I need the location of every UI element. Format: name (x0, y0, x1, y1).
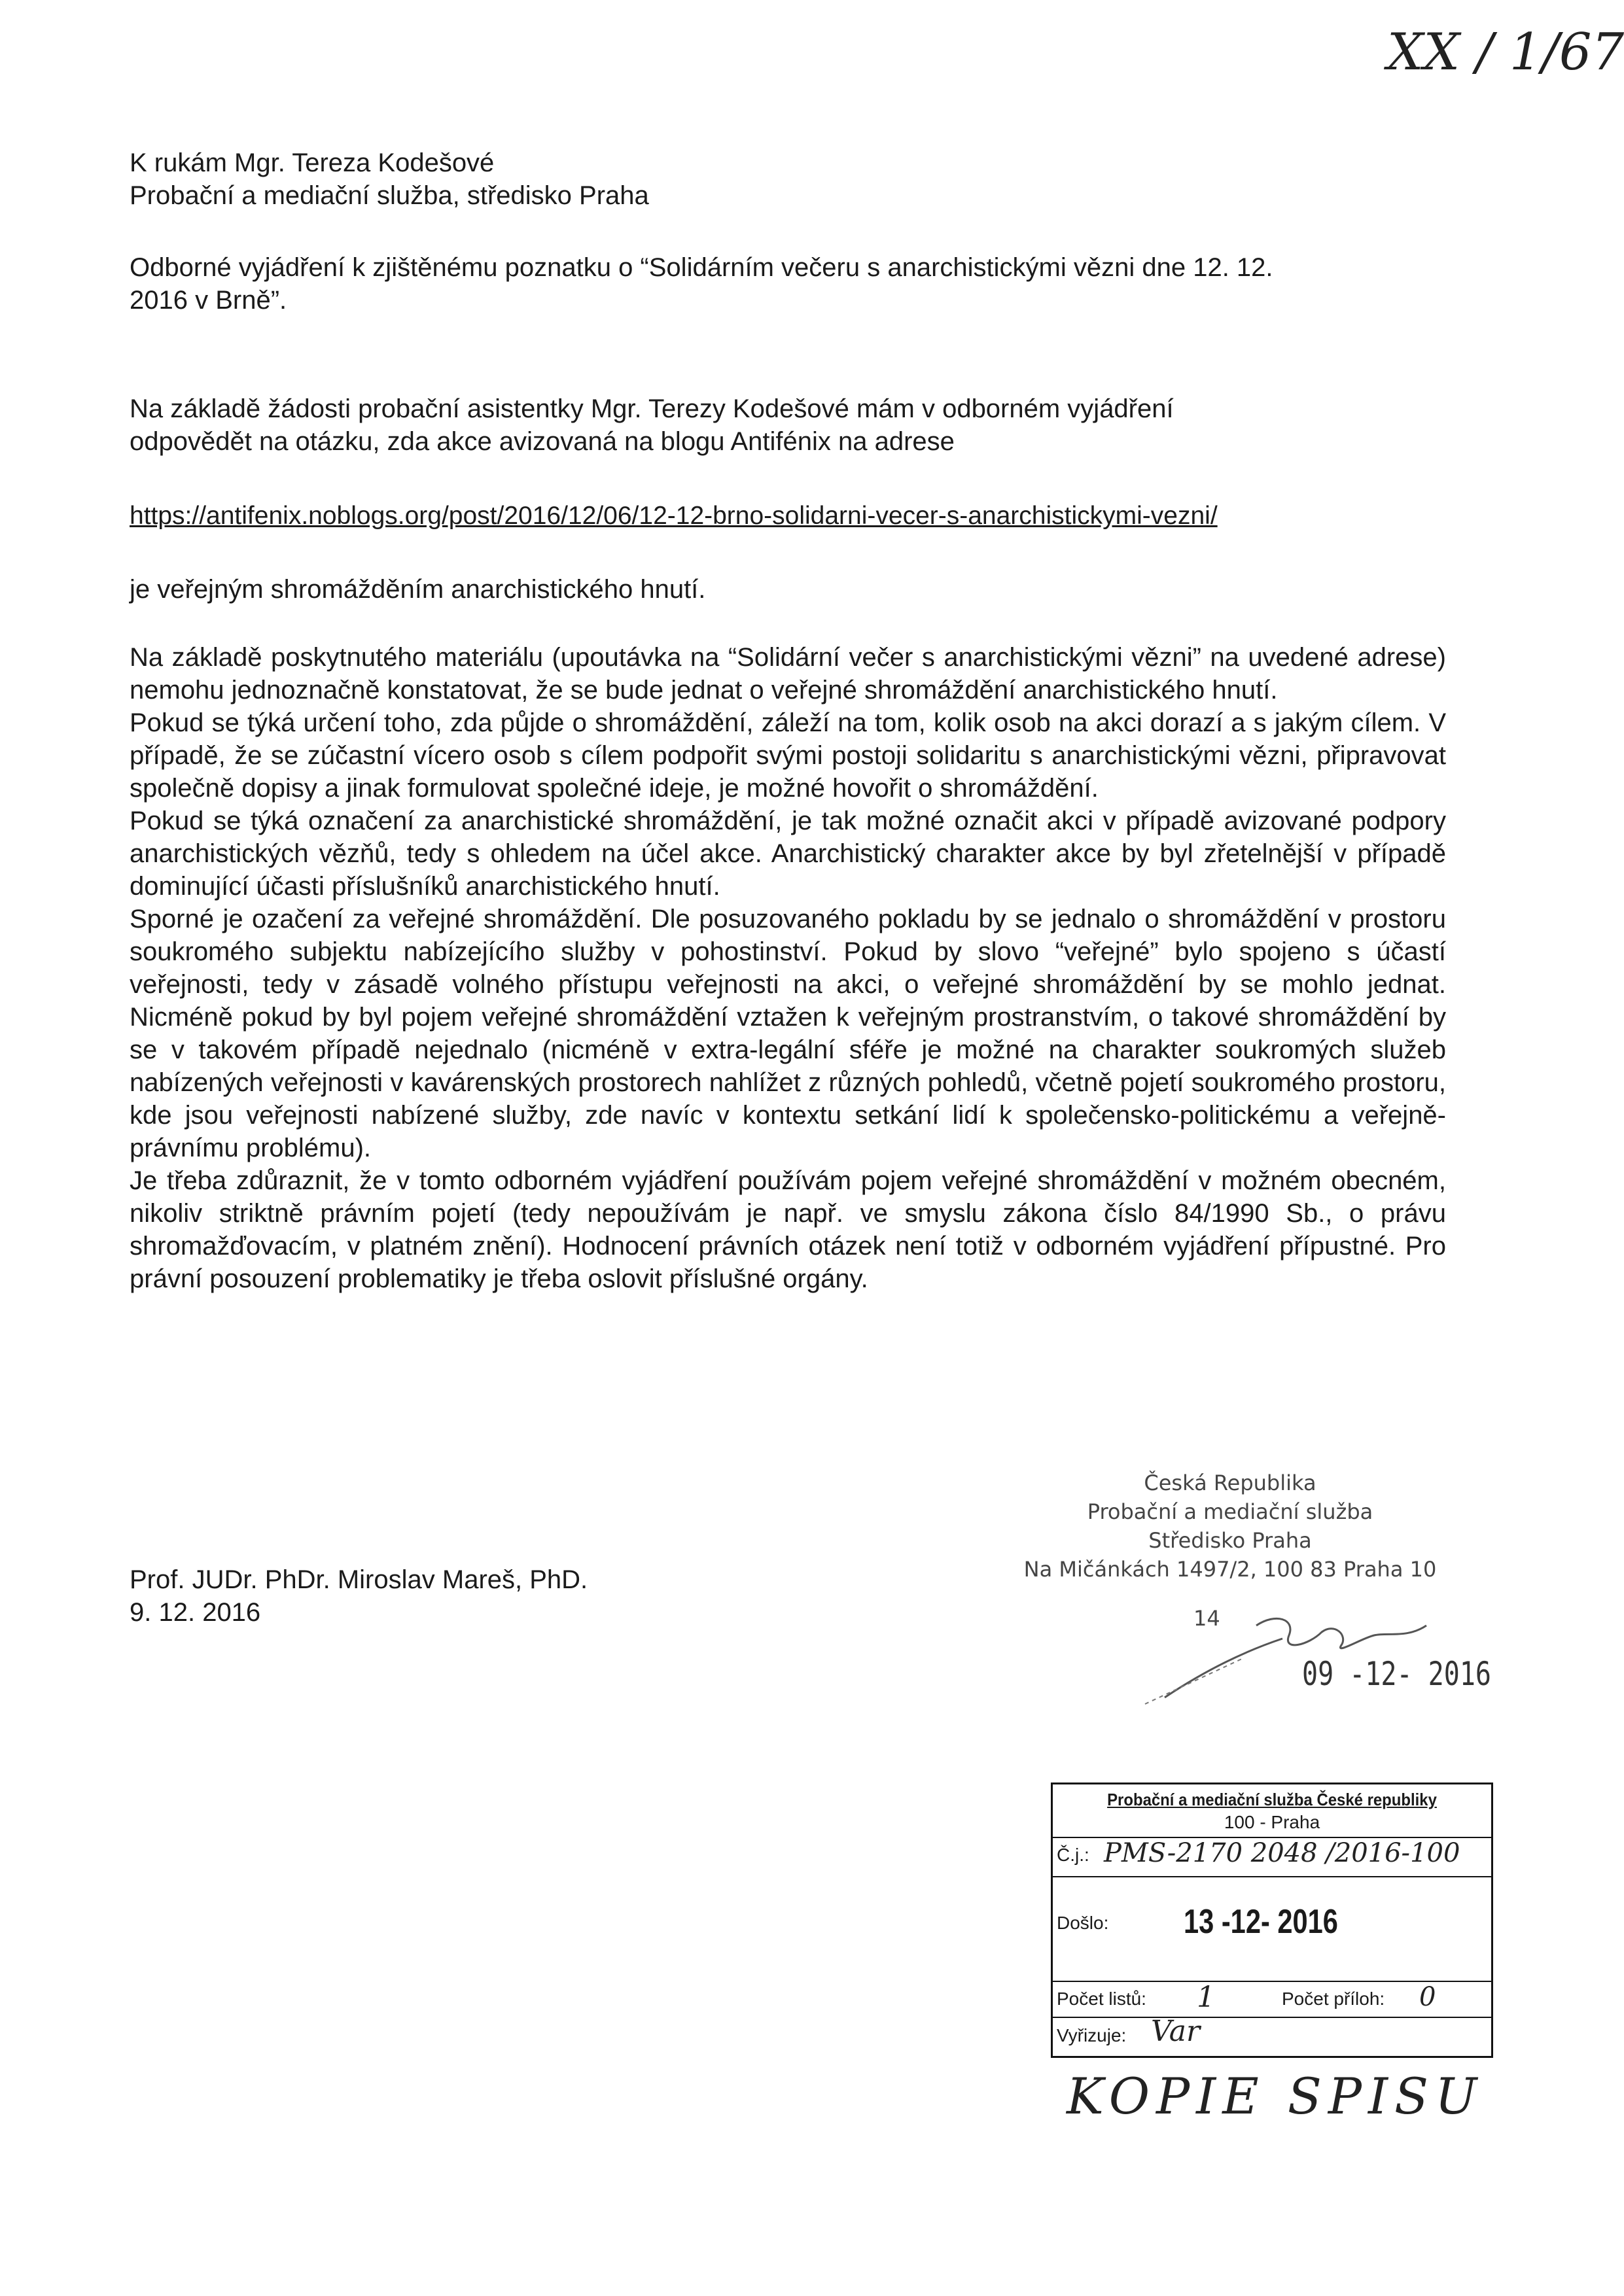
vyrizuje-label: Vyřizuje: (1057, 2025, 1127, 2045)
listu-value: 1 (1197, 1981, 1215, 2014)
priloh-value: 0 (1419, 1982, 1436, 2012)
intro-line-1: Na základě žádosti probační asistentky Mgr. Terezy Kodešové mám v odborném vyjádření (130, 394, 1174, 423)
received-stamp-date: 09 -12- 2016 (1302, 1655, 1491, 1693)
event-url-link[interactable]: https://antifenix.noblogs.org/post/2016/12/06/12-12-brno-solidarni-vecer-s-anarchistickymi-vezni/ (130, 502, 1218, 530)
received-stamp-line-2: Probační a mediační služba (1087, 1499, 1373, 1524)
recipient-line-2: Probační a mediační služba, středisko Praha (130, 181, 649, 210)
doslo-value: 13 -12- 2016 (1184, 1903, 1338, 1941)
author-date: 9. 12. 2016 (130, 1598, 261, 1627)
listu-label: Počet listů: (1057, 1989, 1146, 2009)
author-name: Prof. JUDr. PhDr. Miroslav Mareš, PhD. (130, 1565, 588, 1594)
registry-stamp-subtitle: 100 - Praha (1224, 1812, 1320, 1832)
received-stamp-line-3: Středisko Praha (1148, 1528, 1312, 1553)
intro-line-2: odpovědět na otázku, zda akce avizovaná na blogu Antifénix na adrese (130, 427, 955, 456)
handwritten-copy-note: KOPIE SPISU (1067, 2067, 1484, 2125)
body-text (130, 641, 1446, 1295)
registry-stamp-title: Probační a mediační služba České republiky (1107, 1790, 1437, 1809)
recipient-line-1: K rukám Mgr. Tereza Kodešové (130, 148, 495, 177)
question-end: je veřejným shromážděním anarchistického hnutí. (130, 575, 706, 604)
subject-line-2: 2016 v Brně”. (130, 286, 287, 315)
priloh-label: Počet příloh: (1282, 1989, 1385, 2009)
doslo-label: Došlo: (1057, 1913, 1109, 1933)
cj-value: PMS-2170 2048 /2016-100 (1104, 1838, 1460, 1868)
received-stamp (981, 1469, 1479, 1584)
paragraph-3: Pokud se týká označení za anarchistické shromáždění, je tak možné označit akci v případě avizované podpory anarchistických vězňů, tedy s ohledem na účel akce. Anarchistický charakter akce by byl zřetelnější v případě dominující účasti příslušníků anarchistického hnutí. (130, 807, 1446, 901)
registry-stamp (1051, 1783, 1493, 2058)
paragraph-4: Sporné je ozačení za veřejné shromáždění. Dle posuzovaného pokladu by se jednalo o shromáždění v prostoru soukromého subjektu nabízejícího služby v pohostinství. Pokud by slovo “veřejné” bylo spojeno s účastí veřejnosti, tedy v zásadě volného přístupu veřejnosti na akci, o veřejné shromáždění by se mohlo jednat. Nicméně pokud by byl pojem veřejné shromáždění vztažen k veřejným prostranstvím, o takové shromáždění by se v takovém případě nejednalo (nicméně v extra-legální sféře je možné na charakter soukromých služeb nabízených veřejnosti v kavárenských prostorech nahlížet z různých pohledů, včetně pojetí soukromého prostoru, kde jsou veřejnosti nabízené služby, zde navíc v kontextu setkání lidí k společensko-politickému a veřejně-právnímu problému). (130, 905, 1446, 1162)
received-stamp-line-4: Na Mičánkách 1497/2, 100 83 Praha 10 (1023, 1557, 1437, 1582)
handwritten-file-mark: XX / 1/67 (1387, 23, 1624, 82)
paragraph-5: Je třeba zdůraznit, že v tomto odborném vyjádření používám pojem veřejné shromáždění v možném obecném, nikoliv striktně právním pojetí (tedy nepoužívám je např. ve smyslu zákona číslo 84/1990 Sb., o právu shromažďovacím, v platném znění). Hodnocení právních otázek není totiž v odborném vyjádření přípustné. Pro právní posouzení problematiky je třeba oslovit příslušné orgány. (130, 1166, 1446, 1293)
received-stamp-line-1: Česká Republika (1144, 1470, 1316, 1495)
vyrizuje-value: Var (1151, 2015, 1201, 2048)
received-stamp-number: 14 (1193, 1606, 1220, 1631)
paragraph-2: Pokud se týká určení toho, zda půjde o shromáždění, záleží na tom, kolik osob na akci dorazí a s jakým cílem. V případě, že se zúčastní vícero osob s cílem podpořit svými postoji solidaritu s anarchistickými vězni, připravovat společně dopisy a jinak formulovat společné ideje, je možné hovořit o shromáždění. (130, 708, 1446, 803)
cj-label: Č.j.: (1057, 1845, 1089, 1865)
subject-line-1: Odborné vyjádření k zjištěnému poznatku o “Solidárním večeru s anarchistickými vězni dne 12. 12. (130, 253, 1273, 282)
paragraph-1: Na základě poskytnutého materiálu (upoutávka na “Solidární večer s anarchistickými vězni” na uvedené adrese) nemohu jednoznačně konstatovat, že se bude jednat o veřejné shromáždění anarchistického hnutí. (130, 643, 1446, 704)
